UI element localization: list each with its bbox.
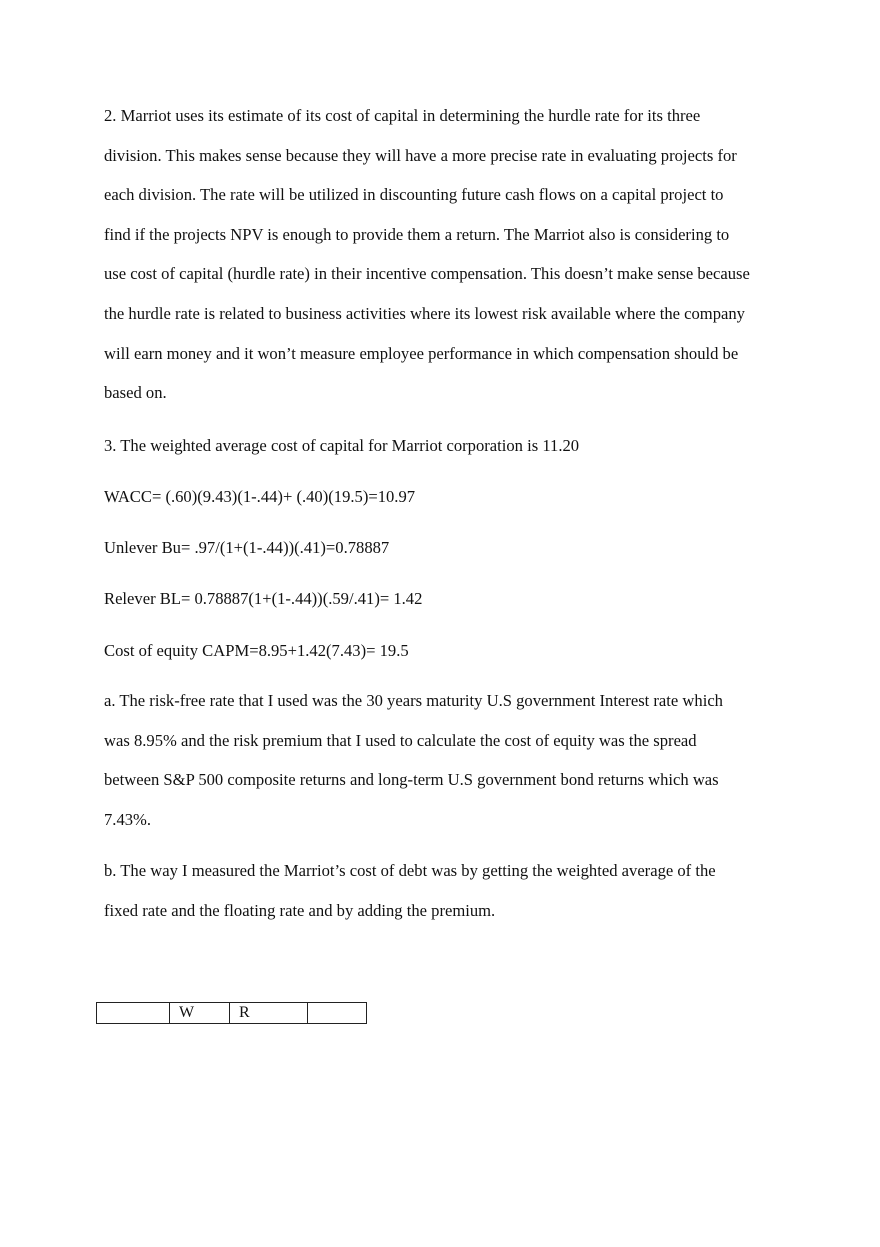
paragraph-line: based on. [104,383,167,403]
paragraph-line: fixed rate and the floating rate and by adding the premium. [104,900,496,920]
paragraph-line: will earn money and it won’t measure employee performance in which compensation should be [104,343,739,363]
cost-of-debt-table [96,1002,367,1024]
wacc-formula: WACC= (.60)(9.43)(1-.44)+ (.40)(19.5)=10.97 [104,487,416,506]
paragraph-line: 7.43%. [104,809,152,829]
paragraph-line: a. The risk-free rate that I used was the 30 years maturity U.S government Interest rate which [104,691,723,710]
table-cell: W [170,1003,230,1024]
part-a-paragraph [104,681,794,839]
table-cell [308,1003,367,1024]
table-cell [97,1003,170,1024]
table-row [97,1003,367,1024]
question-3-intro: 3. The weighted average cost of capital for Marriot corporation is 11.20 [104,436,580,455]
paragraph-line: was 8.95% and the risk premium that I used to calculate the cost of equity was the spread [104,730,697,750]
relever-beta-formula: Relever BL= 0.78887(1+(1-.44))(.59/.41)= 1.42 [104,589,423,608]
paragraph-line: find if the projects NPV is enough to provide them a return. The Marriot also is considering to [104,224,730,244]
capm-formula: Cost of equity CAPM=8.95+1.42(7.43)= 19.5 [104,641,409,660]
paragraph-line: use cost of capital (hurdle rate) in their incentive compensation. This doesn’t make sense because [104,264,750,284]
paragraph-line: b. The way I measured the Marriot’s cost of debt was by getting the weighted average of the [104,861,716,880]
question-2-paragraph [104,96,794,413]
paragraph-line: the hurdle rate is related to business activities where its lowest risk available where the company [104,303,745,323]
part-b-paragraph [104,851,794,930]
paragraph-line: each division. The rate will be utilized in discounting future cash flows on a capital project to [104,185,724,205]
paragraph-line: division. This makes sense because they will have a more precise rate in evaluating projects for [104,145,737,165]
unlever-beta-formula: Unlever Bu= .97/(1+(1-.44))(.41)=0.78887 [104,538,390,557]
paragraph-line: 2. Marriot uses its estimate of its cost of capital in determining the hurdle rate for its three [104,106,701,125]
table-cell: R [230,1003,308,1024]
paragraph-line: between S&P 500 composite returns and long-term U.S government bond returns which was [104,770,719,790]
